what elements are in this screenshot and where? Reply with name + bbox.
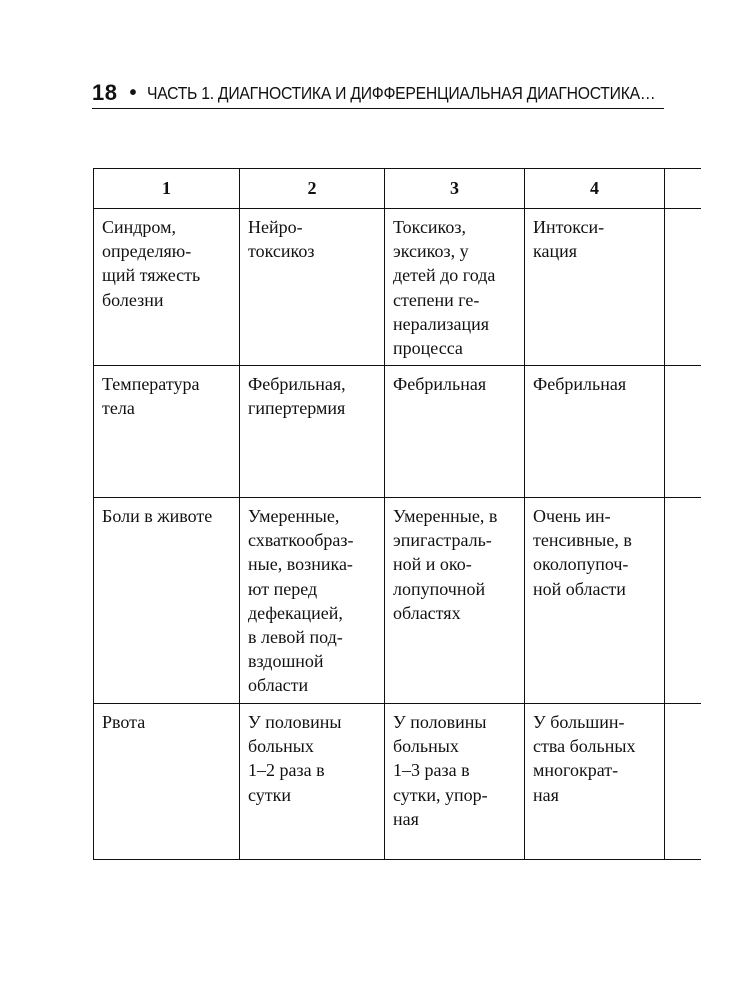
feature-cell: Рвота (94, 704, 240, 860)
cut-off-column (665, 209, 701, 366)
cut-off-column (665, 366, 701, 498)
data-cell: Умеренные, в эпигастраль- ной и око- лопупочной областях (385, 498, 525, 704)
column-number: 4 (525, 169, 665, 209)
data-cell: Интокси- кация (525, 209, 665, 366)
differential-diagnosis-table (93, 168, 701, 860)
data-cell: У половины больных 1–2 раза в сутки (240, 704, 385, 860)
data-cell: У большин- ства больных многократ- ная (525, 704, 665, 860)
column-number: 3 (385, 169, 525, 209)
cut-off-column (665, 498, 701, 704)
data-cell: У половины больных 1–3 раза в сутки, упор- ная (385, 704, 525, 860)
running-header (92, 78, 664, 108)
data-cell: Нейро- токсикоз (240, 209, 385, 366)
column-number: 1 (94, 169, 240, 209)
table-row (94, 498, 701, 704)
table-row (94, 366, 701, 498)
column-number: 2 (240, 169, 385, 209)
data-cell: Фебрильная, гипертермия (240, 366, 385, 498)
data-cell: Умеренные, схваткообраз- ные, возника- ют перед дефекацией, в левой под- вздошной области (240, 498, 385, 704)
running-title: ЧАСТЬ 1. ДИАГНОСТИКА И ДИФФЕРЕНЦИАЛЬНАЯ ДИАГНОСТИКА… (146, 82, 655, 103)
data-cell: Токсикоз, эксикоз, у детей до года степени ге- нерализация процесса (385, 209, 525, 366)
feature-cell: Температура тела (94, 366, 240, 498)
header-rule (92, 108, 664, 109)
table-row (94, 704, 701, 860)
bullet-separator: • (129, 81, 137, 104)
cut-off-column (665, 704, 701, 860)
column-number-row (94, 169, 701, 209)
data-cell: Очень ин- тенсивные, в околопупоч- ной области (525, 498, 665, 704)
table-row (94, 209, 701, 366)
data-cell: Фебрильная (525, 366, 665, 498)
cut-off-column (665, 169, 701, 209)
data-cell: Фебрильная (385, 366, 525, 498)
page-number: 18 (92, 80, 118, 105)
feature-cell: Синдром, определяю- щий тяжесть болезни (94, 209, 240, 366)
feature-cell: Боли в животе (94, 498, 240, 704)
